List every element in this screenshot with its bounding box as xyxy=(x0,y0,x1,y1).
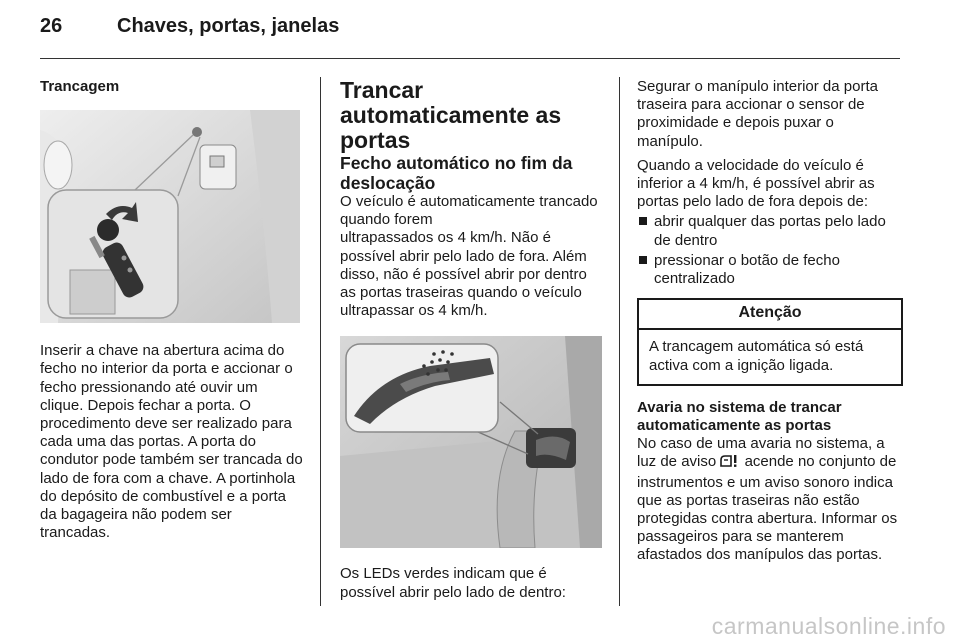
header-rule xyxy=(40,58,900,59)
key-in-door-lock-illustration xyxy=(40,110,300,323)
door-handle-sensor-illustration xyxy=(340,336,602,548)
list-item xyxy=(637,213,903,249)
column-left xyxy=(40,78,305,542)
attention-note-body: A trancagem automática só está activa com a ignição ligada. xyxy=(649,338,864,374)
body-text-auto-lock-first-line: O veículo é automaticamente trancado quando forem xyxy=(340,193,598,229)
list-item xyxy=(637,252,903,288)
attention-note-title: Atenção xyxy=(639,300,901,330)
section-heading-auto-lock: Trancar automaticamente as portas xyxy=(340,77,562,153)
condition-list xyxy=(637,213,903,288)
subheading-auto-lock-end-of-travel: Fecho automático no fim da deslocação xyxy=(340,153,573,193)
bullet-square-icon xyxy=(639,217,647,225)
body-text-trancagem: Inserir a chave na abertura acima do fecho no interior da porta e accionar o fecho pressionando até ouvir um clique. Depois fechar a porta. O procedimento deve ser realizado para cada uma das portas. A porta do condutor pode também ser trancada do lado de fora com a chave. A portinhola do depósito de combustível e a porta da bagageira não podem ser trancadas. xyxy=(40,342,303,542)
fault-text-after-icon: acende no conjunto de instrumentos e um aviso sonoro indica que as portas traseiras não estão protegidas contra abertura. Informar os passageiros para se manterem afastados dos manípulos das portas. xyxy=(637,453,898,564)
body-text-auto-lock: ultrapassados os 4 km/h. Não é possível abrir pelo lado de fora. Além disso, não é possível abrir por dentro as portas traseiras quando o veículo ultrapassar os 4 km/h. xyxy=(340,229,587,320)
figure-caption-leds: Os LEDs verdes indicam que é possível abrir pelo lado de dentro: xyxy=(340,565,566,601)
watermark: carmanualsonline.info xyxy=(711,613,946,639)
section-label-trancagem: Trancagem xyxy=(40,78,120,95)
subheading-fault: Avaria no sistema de trancar automaticamente as portas xyxy=(637,398,842,435)
bullet-square-icon xyxy=(639,256,647,264)
column-right xyxy=(637,78,903,565)
column-middle xyxy=(340,78,602,602)
body-text-fault xyxy=(637,435,903,564)
fault-text-before-icon: No caso de uma avaria no sistema, a luz de aviso xyxy=(637,435,885,471)
page-number: 26 xyxy=(40,15,63,37)
list-item-text: abrir qualquer das portas pelo lado de dentro xyxy=(654,213,886,249)
column-divider-right xyxy=(619,77,620,606)
body-text-speed-condition: Quando a velocidade do veículo é inferior a 4 km/h, é possível abrir as portas pelo lado de fora depois de: xyxy=(637,156,875,211)
door-warning-icon xyxy=(720,454,740,473)
column-divider-left xyxy=(320,77,321,606)
page-header-title: Chaves, portas, janelas xyxy=(117,15,340,37)
attention-note-box xyxy=(637,298,903,386)
body-text-proximity-sensor: Segurar o manípulo interior da porta traseira para accionar o sensor de proximidade e depois puxar o manípulo. xyxy=(637,78,878,150)
list-item-text: pressionar o botão de fecho centralizado xyxy=(654,251,840,288)
